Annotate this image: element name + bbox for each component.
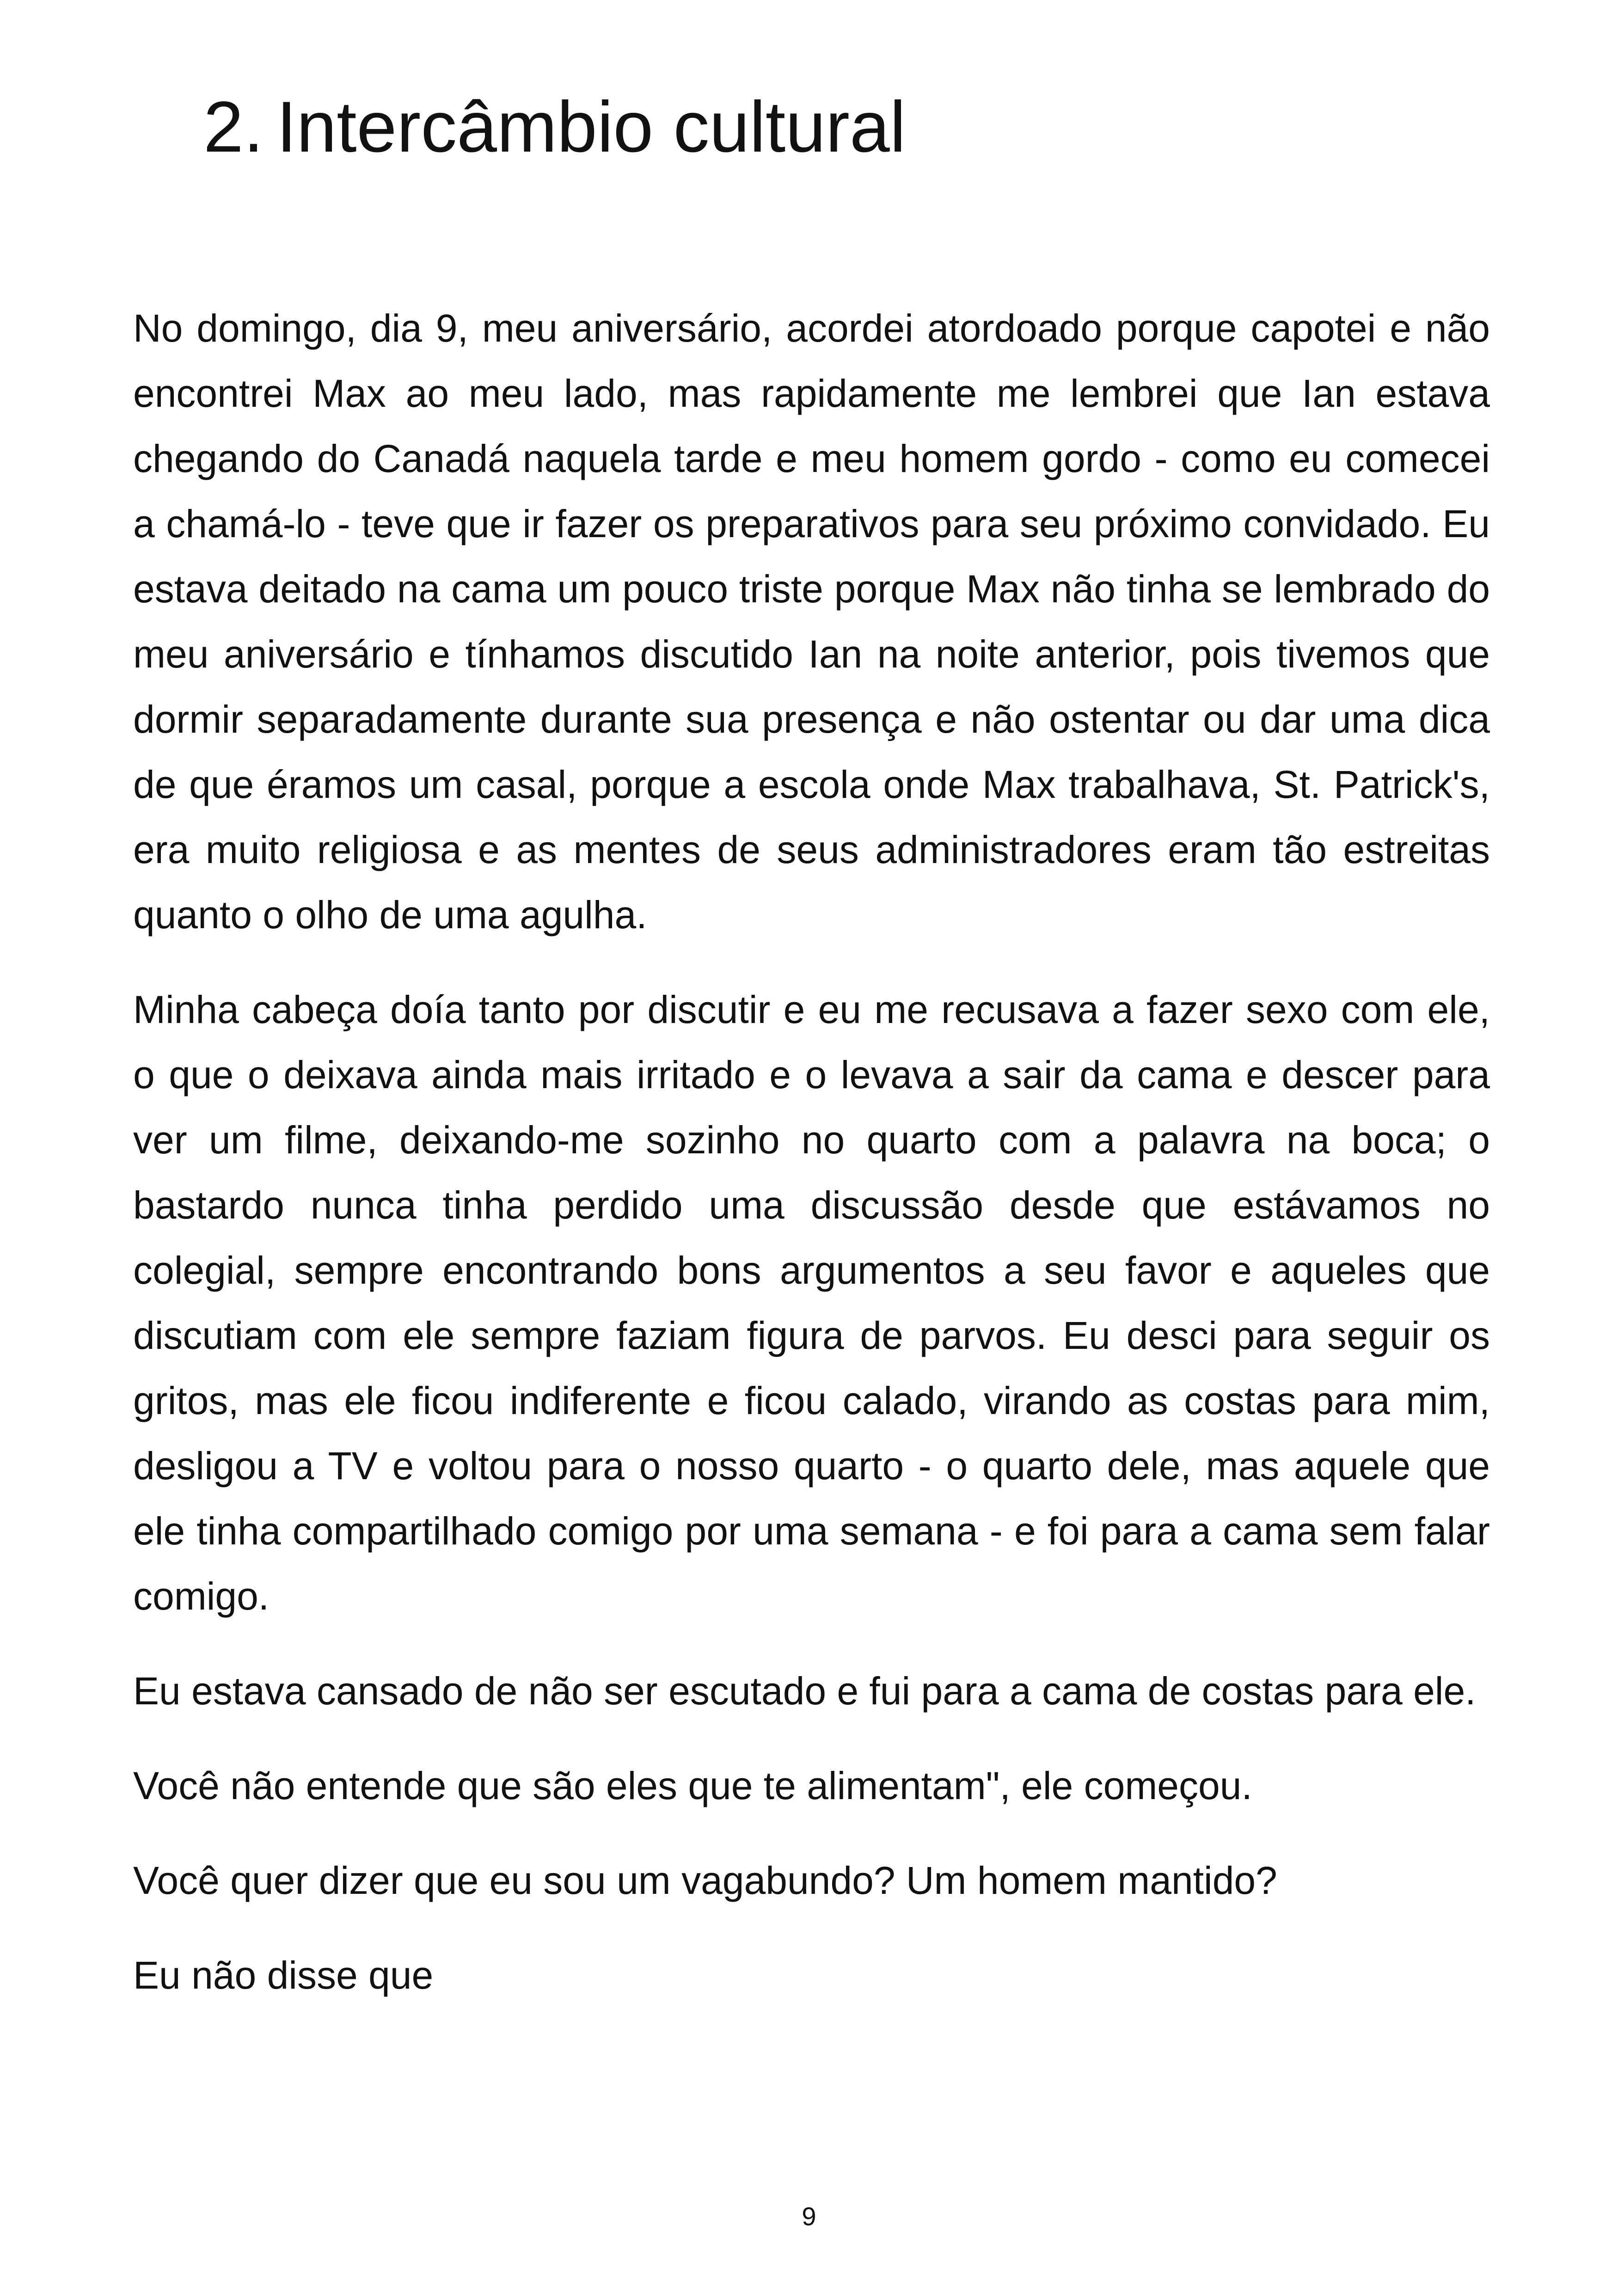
chapter-title-text: Intercâmbio cultural xyxy=(276,87,906,167)
paragraph: Você não entende que são eles que te alimentam", ele começou. xyxy=(133,1764,1252,1807)
paragraph: No domingo, dia 9, meu aniversário, acordei atordoado porque capotei e não encontrei Max ao meu lado, mas rapidamente me lembrei que Ian estava chegando do Canadá naquela tarde e meu homem gordo - como eu comecei a chamá-lo - teve que ir fazer os preparativos para seu próximo convidado. Eu estava deitado na cama um pouco triste porque Max não tinha se lembrado do meu aniversário e tínhamos discutido Ian na noite anterior, pois tivemos que dormir separadamente durante sua presença e não ostentar ou dar uma dica de que éramos um casal, porque a escola onde Max trabalhava, St. Patrick's, era muito religiosa e as mentes de seus administradores eram tão estreitas quanto o olho de uma agulha. xyxy=(133,306,1490,937)
paragraph: Eu estava cansado de não ser escutado e fui para a cama de costas para ele. xyxy=(133,1669,1476,1713)
chapter-title xyxy=(203,81,906,173)
paragraph: Minha cabeça doía tanto por discutir e eu me recusava a fazer sexo com ele, o que o deixava ainda mais irritado e o levava a sair da cama e descer para ver um filme, deixando-me sozinho no quarto com a palavra na boca; o bastardo nunca tinha perdido uma discussão desde que estávamos no colegial, sempre encontrando bons argumentos a seu favor e aqueles que discutiam com ele sempre faziam figura de parvos. Eu desci para seguir os gritos, mas ele ficou indiferente e ficou calado, virando as costas para mim, desligou a TV e voltou para o nosso quarto - o quarto dele, mas aquele que ele tinha compartilhado comigo por uma semana - e foi para a cama sem falar comigo. xyxy=(133,988,1490,1618)
page-number: 9 xyxy=(802,2202,816,2231)
chapter-number: 2. xyxy=(203,87,264,167)
paragraph: Eu não disse que xyxy=(133,1953,434,1997)
paragraph: Você quer dizer que eu sou um vagabundo? Um homem mantido? xyxy=(133,1859,1277,1902)
body-text xyxy=(133,296,1490,2038)
